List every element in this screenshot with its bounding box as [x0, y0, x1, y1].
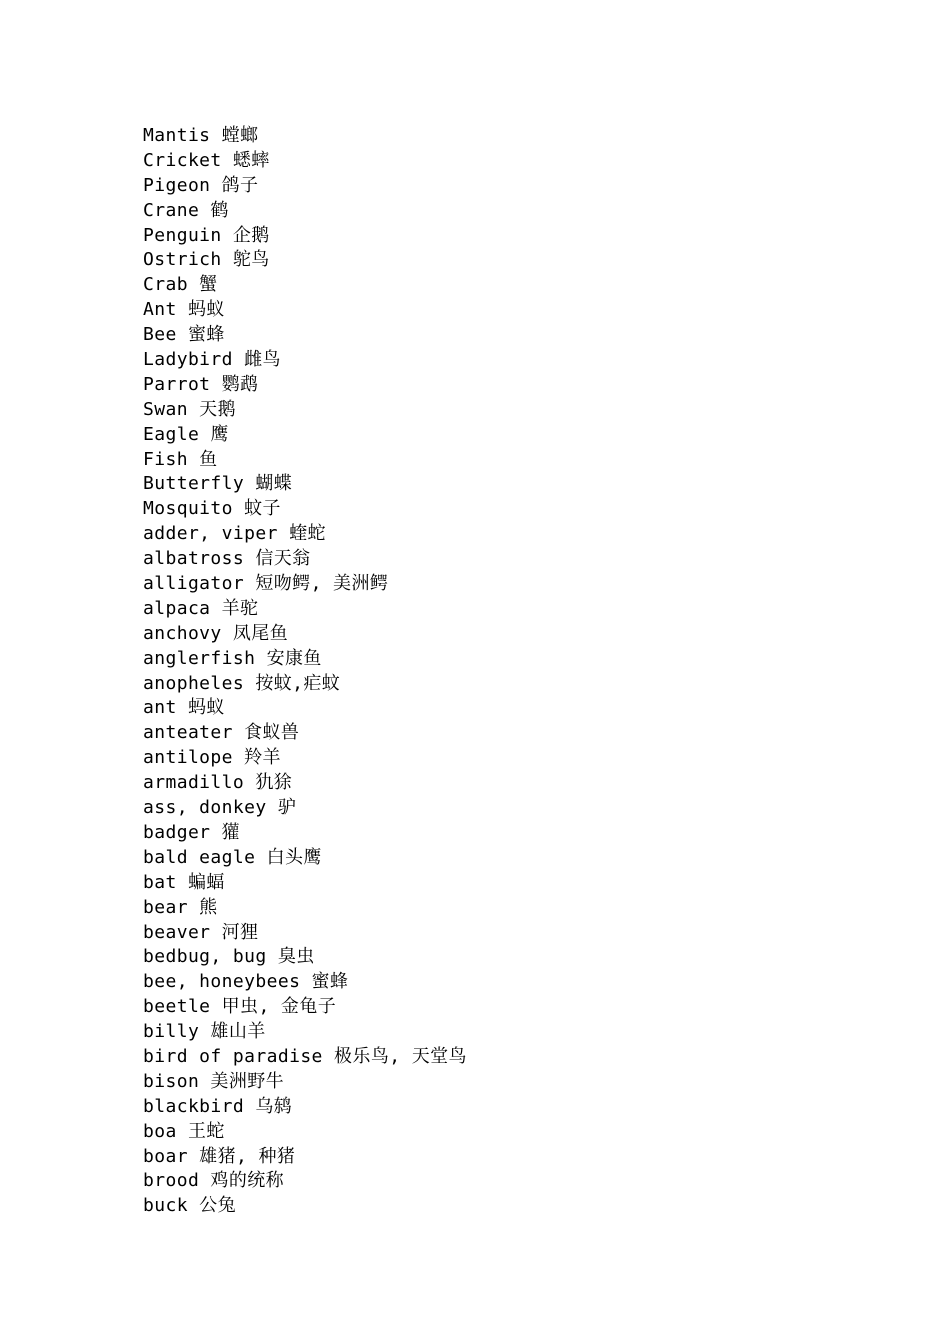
list-item: billy 雄山羊 [143, 1021, 266, 1043]
list-item: boa 王蛇 [143, 1120, 225, 1142]
list-item: Swan 天鹅 [143, 398, 236, 420]
list-item: Eagle 鹰 [143, 423, 229, 445]
list-item: Parrot 鹦鹉 [143, 373, 259, 395]
list-item: bear 熊 [143, 896, 218, 918]
list-item: bee, honeybees 蜜蜂 [143, 971, 349, 993]
list-item: bison 美洲野牛 [143, 1070, 285, 1092]
list-item: bird of paradise 极乐鸟, 天堂鸟 [143, 1045, 467, 1067]
list-item: Mantis 螳螂 [143, 125, 259, 146]
list-item: bald eagle 白头鹰 [143, 846, 322, 868]
list-item: beetle 甲虫, 金龟子 [143, 996, 337, 1018]
list-item: anglerfish 安康鱼 [143, 647, 322, 669]
list-item: badger 獾 [143, 821, 241, 843]
list-item: Penguin 企鹅 [143, 224, 270, 246]
list-item: Fish 鱼 [143, 448, 218, 470]
list-item: anchovy 凤尾鱼 [143, 622, 289, 644]
list-item: Ant 蚂蚁 [143, 299, 225, 321]
list-item: boar 雄猪, 种猪 [143, 1145, 296, 1167]
list-item: bedbug, bug 臭虫 [143, 946, 315, 968]
list-item: anteater 食蚁兽 [143, 722, 300, 744]
list-item: antilope 羚羊 [143, 747, 281, 769]
list-item: Bee 蜜蜂 [143, 324, 225, 346]
list-item: anopheles 按蚊,疟蚊 [143, 672, 341, 694]
list-item: Pigeon 鸽子 [143, 174, 259, 196]
list-item: blackbird 乌鸫 [143, 1095, 293, 1117]
list-item: Mosquito 蚊子 [143, 498, 281, 520]
list-item: alpaca 羊驼 [143, 597, 259, 619]
list-item: ant 蚂蚁 [143, 697, 225, 719]
list-item: buck 公兔 [143, 1195, 236, 1217]
list-item: adder, viper 蝰蛇 [143, 523, 326, 545]
list-item: Ladybird 雌鸟 [143, 349, 281, 371]
list-item: alligator 短吻鳄, 美洲鳄 [143, 573, 389, 595]
list-item: albatross 信天翁 [143, 548, 311, 570]
list-item: brood 鸡的统称 [143, 1170, 285, 1192]
vocabulary-list [143, 124, 467, 1219]
list-item: Ostrich 鸵鸟 [143, 249, 270, 271]
list-item: Cricket 蟋蟀 [143, 149, 270, 171]
list-item: beaver 河狸 [143, 921, 259, 943]
list-item: Crab 蟹 [143, 274, 218, 296]
list-item: bat 蝙蝠 [143, 871, 225, 893]
list-item: armadillo 犰狳 [143, 772, 293, 794]
list-item: Crane 鹤 [143, 199, 229, 221]
list-item: Butterfly 蝴蝶 [143, 473, 293, 495]
list-item: ass, donkey 驴 [143, 797, 297, 819]
